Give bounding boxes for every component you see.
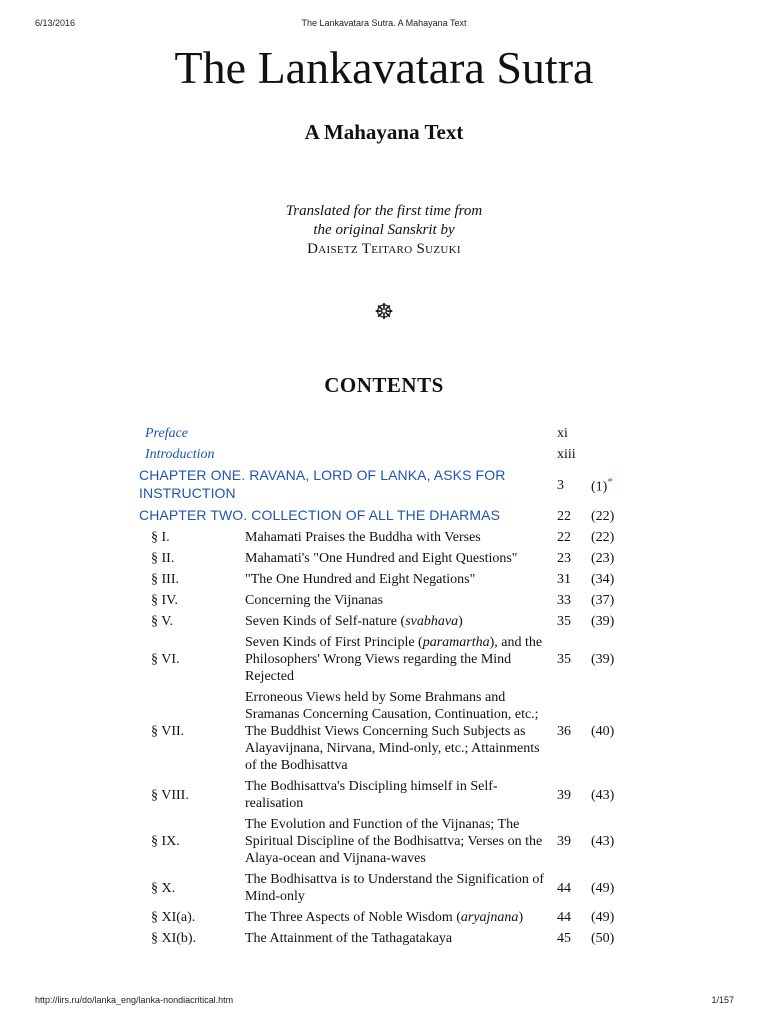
credit-line-1: Translated for the first time from: [285, 203, 483, 219]
toc-orig-page: (43): [591, 834, 615, 849]
toc-page: 35: [557, 614, 571, 629]
toc-page: 33: [557, 593, 571, 608]
document-subtitle: A Mahayana Text: [304, 120, 464, 144]
toc-orig-page: (34): [591, 572, 615, 587]
toc-page: 45: [557, 931, 571, 946]
section-number: § VII.: [151, 724, 185, 739]
toc-page: 44: [557, 880, 571, 896]
toc-section-row: [137, 550, 627, 567]
toc-page: 44: [557, 910, 571, 925]
toc-page: 22: [557, 508, 571, 524]
section-number: § XI(a).: [151, 910, 196, 925]
section-title: The Bodhisattva's Discipling himself in Self-realisation: [245, 779, 498, 811]
toc-row-preface: [137, 425, 627, 442]
footnote-marker[interactable]: *: [607, 476, 613, 489]
toc-section-row: [137, 930, 627, 947]
toc-row-introduction: [137, 446, 627, 463]
toc-row-chapter-one: [137, 467, 627, 503]
toc-orig-page: (50): [591, 931, 615, 946]
toc-section-row: [137, 592, 627, 609]
toc-orig-page: (22): [591, 530, 615, 545]
print-date: 6/13/2016: [35, 18, 76, 28]
section-title: Concerning the Vijnanas: [245, 593, 384, 608]
section-number: § V.: [151, 614, 174, 629]
contents-heading: CONTENTS: [324, 373, 444, 397]
toc-page: xi: [557, 426, 568, 441]
toc-section-row: [137, 571, 627, 588]
toc-page: 36: [557, 724, 571, 739]
toc-page: 23: [557, 551, 571, 566]
toc-page: 35: [557, 652, 571, 667]
section-number: § IV.: [151, 593, 178, 608]
section-number: § III.: [151, 572, 179, 587]
toc-link-chapter-two[interactable]: CHAPTER TWO. COLLECTION OF ALL THE DHARMAS: [139, 507, 501, 523]
section-number: § II.: [151, 551, 175, 566]
toc-orig-page: (49): [591, 910, 615, 925]
toc-page: 22: [557, 530, 571, 545]
section-number: § VIII.: [151, 787, 189, 803]
section-title: Seven Kinds of First Principle (paramartha), and the Philosophers' Wrong Views regarding the Mind Rejected: [245, 635, 543, 684]
credit-line-2: the original Sanskrit by: [313, 222, 455, 238]
translator-credit: [0, 202, 768, 259]
toc-row-chapter-two: [137, 507, 627, 525]
table-of-contents: [137, 421, 627, 951]
toc-section-row: [137, 634, 627, 685]
toc-link-preface[interactable]: Preface: [145, 426, 189, 441]
toc-section-row: [137, 871, 627, 905]
section-title: The Three Aspects of Noble Wisdom (aryajnana): [245, 910, 524, 925]
section-title: Seven Kinds of Self-nature (svabhava): [245, 614, 463, 629]
dharma-wheel-icon: ☸: [374, 300, 394, 325]
section-number: § XI(b).: [151, 931, 197, 946]
section-title: Mahamati's "One Hundred and Eight Questions": [245, 551, 518, 566]
document-title: The Lankavatara Sutra: [174, 42, 594, 93]
toc-orig-page: (43): [591, 787, 615, 803]
toc-page: xiii: [557, 447, 576, 462]
section-title: Erroneous Views held by Some Brahmans and Sramanas Concerning Causation, Continuation, etc.; The Buddhist Views Concerning Such Subjects as Alayavijnana, Nirvana, Mind-only, etc.; Attainments of the Bodhisattva: [245, 690, 540, 773]
print-page-count: 1/157: [711, 995, 734, 1005]
toc-section-row: [137, 529, 627, 546]
toc-section-row: [137, 778, 627, 812]
toc-orig-page: (22): [591, 508, 615, 524]
section-title: The Attainment of the Tathagatakaya: [245, 931, 453, 946]
section-title: "The One Hundred and Eight Negations": [245, 572, 476, 587]
toc-orig-page: (23): [591, 551, 615, 566]
toc-orig-page: (1): [591, 479, 608, 495]
toc-orig-page: (39): [591, 652, 615, 667]
section-number: § I.: [151, 530, 170, 545]
toc-link-introduction[interactable]: Introduction: [145, 447, 215, 462]
section-number: § IX.: [151, 834, 180, 849]
section-title: The Evolution and Function of the Vijnanas; The Spiritual Discipline of the Bodhisattva; Verses on the Alaya-ocean and Vijnana-waves: [245, 817, 543, 866]
section-title: Mahamati Praises the Buddha with Verses: [245, 530, 481, 545]
print-page-title: The Lankavatara Sutra. A Mahayana Text: [301, 18, 467, 28]
toc-section-row: [137, 816, 627, 867]
toc-section-row: [137, 689, 627, 774]
toc-page: 39: [557, 834, 571, 849]
toc-page: 39: [557, 787, 571, 803]
toc-link-chapter-one[interactable]: CHAPTER ONE. RAVANA, LORD OF LANKA, ASKS FOR INSTRUCTION: [139, 467, 506, 501]
toc-orig-page: (37): [591, 593, 615, 608]
toc-orig-page: (49): [591, 880, 615, 896]
toc-section-row: [137, 909, 627, 926]
toc-orig-page: (40): [591, 724, 615, 739]
section-title: The Bodhisattva is to Understand the Signification of Mind-only: [245, 872, 545, 904]
translator-name: Daisetz Teitaro Suzuki: [307, 241, 461, 257]
toc-orig-page: (39): [591, 614, 615, 629]
section-number: § X.: [151, 880, 176, 896]
toc-section-row: [137, 613, 627, 630]
toc-page: 31: [557, 572, 571, 587]
section-number: § VI.: [151, 652, 180, 667]
toc-page: 3: [557, 477, 564, 493]
print-url: http://lirs.ru/do/lanka_eng/lanka-nondiacritical.htm: [35, 995, 234, 1005]
